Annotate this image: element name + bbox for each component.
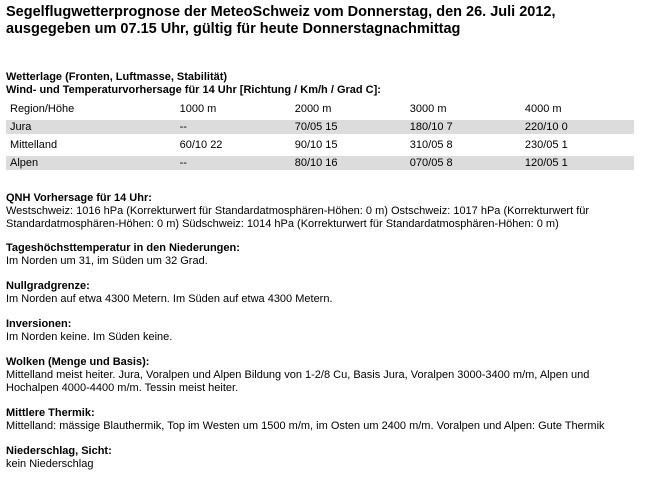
- header-cell: 4000 m: [524, 103, 562, 115]
- qnh-heading: QNH Vorhersage für 14 Uhr:: [6, 192, 152, 204]
- table-cell: Alpen: [6, 156, 176, 170]
- precipitation-heading: Niederschlag, Sicht:: [6, 445, 112, 457]
- temperature-text: Im Norden um 31, im Süden um 32 Grad.: [6, 255, 208, 267]
- table-row: [6, 138, 634, 152]
- temperature-heading: Tageshöchsttemperatur in den Niederungen:: [6, 242, 240, 254]
- table-cell: 180/10 7: [406, 120, 521, 134]
- table-cell: 80/10 16: [291, 156, 406, 170]
- table-cell: Mittelland: [10, 139, 58, 151]
- freezing-level-text: Im Norden auf etwa 4300 Metern. Im Süden auf etwa 4300 Metern.: [6, 293, 333, 305]
- table-cell: --: [176, 120, 291, 134]
- forecast-document: [6, 4, 642, 471]
- thermals-text: Mittelland: mässige Blauthermik, Top im Westen um 1500 m/m, im Osten um 2400 m/m. Voralpen und Alpen: Gute Thermik: [6, 420, 605, 432]
- inversions-text: Im Norden keine. Im Süden keine.: [6, 331, 173, 343]
- wetterlage-heading: Wetterlage (Fronten, Luftmasse, Stabilität): [6, 71, 228, 83]
- wind-temperature-table: [6, 98, 634, 174]
- table-cell: 310/05 8: [409, 139, 453, 151]
- table-cell: 90/10 15: [294, 139, 338, 151]
- header-cell: Region/Höhe: [10, 103, 75, 115]
- table-cell: 60/10 22: [179, 139, 223, 151]
- inversions-heading: Inversionen:: [6, 318, 72, 330]
- header-cell: 2000 m: [294, 103, 332, 115]
- table-row: [6, 156, 634, 170]
- table-cell: Jura: [6, 120, 176, 134]
- precipitation-text: kein Niederschlag: [6, 458, 94, 470]
- table-cell: 70/05 15: [291, 120, 406, 134]
- wind-heading: Wind- und Temperaturvorhersage für 14 Uhr [Richtung / Km/h / Grad C]:: [6, 84, 381, 96]
- clouds-text: Mittelland meist heiter. Jura, Voralpen und Alpen Bildung von 1-2/8 Cu, Basis Jura, Voralpen 3000-3400 m/m, Alpen und Hochalpen 4000-4400 m/m. Tessin meist heiter.: [6, 369, 590, 394]
- table-cell: 070/05 8: [406, 156, 521, 170]
- table-cell: --: [176, 156, 291, 170]
- table-row: [6, 120, 634, 134]
- header-cell: 3000 m: [409, 103, 447, 115]
- thermals-heading: Mittlere Thermik:: [6, 407, 95, 419]
- page-title: Segelflugwetterprognose der MeteoSchweiz vom Donnerstag, den 26. Juli 2012, ausgegeben um 07.15 Uhr, gültig für heute Donnerstagnachmittag: [6, 4, 556, 37]
- clouds-heading: Wolken (Menge und Basis):: [6, 356, 150, 368]
- freezing-level-heading: Nullgradgrenze:: [6, 280, 90, 292]
- table-cell: 230/05 1: [524, 139, 568, 151]
- table-cell: 220/10 0: [521, 120, 634, 134]
- table-header-row: [6, 102, 634, 116]
- header-cell: 1000 m: [179, 103, 217, 115]
- qnh-text: Westschweiz: 1016 hPa (Korrekturwert für Standardatmosphären-Höhen: 0 m) Ostschweiz: 1017 hPa (Korrekturwert für Standardatmosphären-Höhen: 0 m) Südschweiz: 1014 hPa (Korrekturwert für Standardatmosphären-Höhen: 0 m): [6, 205, 590, 230]
- table-cell: 120/05 1: [521, 156, 634, 170]
